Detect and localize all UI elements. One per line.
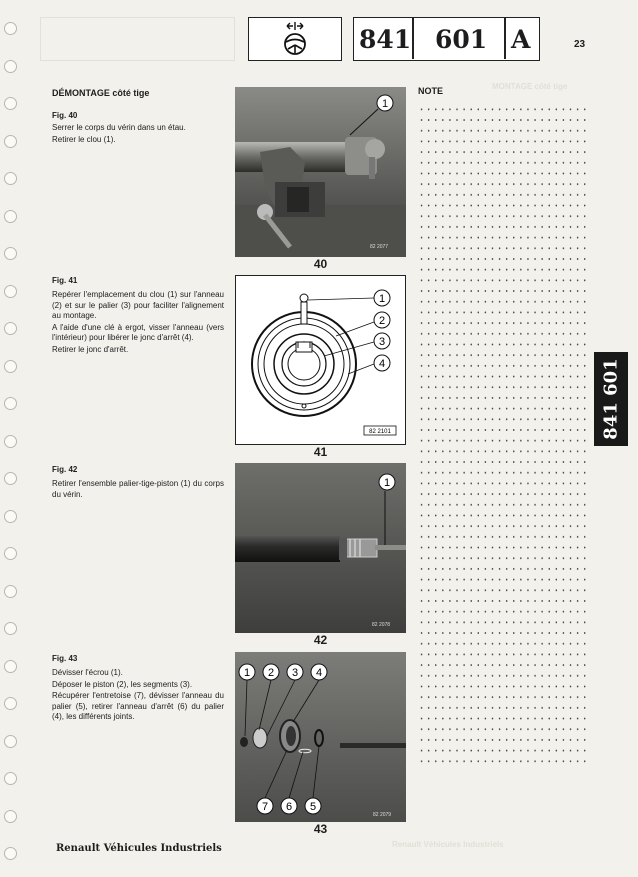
binder-hole [4,622,17,635]
fig-42-text [52,479,224,501]
callout-1: 1 [378,293,386,305]
fig-40-text [52,123,224,146]
fig-42-photo-code: 82 2078 [372,622,391,628]
callout-5: 5 [309,801,317,813]
ref-code-3: A [511,25,531,54]
callout-1: 1 [381,98,389,110]
binder-hole [4,97,17,110]
fig-43-paragraph: Récupérer l'entretoise (7), dévisser l'anneau du palier (5), retirer l'anneau d'arrêt (6) du palier (4), les différents joints. [52,691,224,722]
reference-box [353,17,540,61]
show-through-text: MONTAGE côté tige [492,82,568,91]
fig-40-number: 40 [313,257,328,271]
binder-hole [4,772,17,785]
binder-hole [4,697,17,710]
binder-hole [4,247,17,260]
fig-42-number: 42 [313,633,328,647]
ref-code-1: 841 [359,25,412,54]
binder-hole [4,510,17,523]
fig-43-paragraph: Dévisser l'écrou (1). [52,668,123,677]
binder-hole [4,135,17,148]
fig-41-number: 41 [313,445,328,459]
binder-hole [4,210,17,223]
footer-publisher: Renault Véhicules Industriels [56,843,222,854]
side-tab [594,352,628,446]
binder-hole [4,322,17,335]
fig-42-photo [235,463,406,633]
show-through-footer: Renault Véhicules Industriels [392,840,504,849]
fig-41-paragraph: Repérer l'emplacement du clou (1) sur l'anneau (2) et sur le palier (3) pour faciliter l'alignement au montage. [52,290,224,321]
fig-42-label: Fig. 42 [52,465,78,474]
binder-hole [4,472,17,485]
binder-hole [4,847,17,860]
binder-holes [0,0,20,877]
fig-41-drawing [235,275,406,445]
binder-hole [4,60,17,73]
fig-43-photo-code: 82 2079 [373,812,392,818]
fig-43-label: Fig. 43 [52,654,78,663]
binder-hole [4,547,17,560]
binder-hole [4,435,17,448]
callout-4: 4 [378,358,386,370]
fig-40-paragraph: Retirer le clou (1). [52,134,116,144]
callout-4: 4 [315,667,323,679]
fig-43-photo [235,652,406,822]
page-number: 23 [574,39,586,50]
binder-hole [4,172,17,185]
callout-3: 3 [378,336,386,348]
callout-2: 2 [267,667,275,679]
fig-41-text [52,290,224,357]
binder-hole [4,397,17,410]
callout-6: 6 [285,801,293,813]
fig-41-paragraph: Retirer le jonc d'arrêt. [52,344,129,354]
binder-hole [4,660,17,673]
fig-40-photo-code: 82 2077 [370,244,389,250]
fig-43-text [52,668,224,724]
note-label: NOTE [418,86,444,96]
callout-3: 3 [291,667,299,679]
fig-41-photo-code: 82 2101 [369,429,391,435]
callout-1: 1 [243,667,251,679]
fig-43-number: 43 [313,822,328,836]
steering-symbol-box [248,17,342,61]
binder-hole [4,585,17,598]
fig-41-paragraph: A l'aide d'une clé à ergot, visser l'anneau (vers l'intérieur) pour libérer le jonc d'arrêt (4). [52,322,224,343]
side-tab-text: 841 601 [600,358,622,440]
note-dot-grid [418,104,586,764]
fig-40-label: Fig. 40 [52,111,78,120]
binder-hole [4,285,17,298]
section-title: DÉMONTAGE côté tige [52,88,150,98]
fig-41-label: Fig. 41 [52,276,78,285]
callout-2: 2 [378,315,386,327]
binder-hole [4,735,17,748]
fig-43-paragraph: Déposer le piston (2), les segments (3). [52,679,193,689]
fig-40-photo [235,87,406,257]
ref-code-2: 601 [435,25,488,54]
callout-7: 7 [261,801,269,813]
binder-hole [4,22,17,35]
binder-hole [4,360,17,373]
fig-42-paragraph: Retirer l'ensemble palier-tige-piston (1) du corps du vérin. [52,479,224,499]
steering-wheel-icon [249,18,341,60]
fig-40-paragraph: Serrer le corps du vérin dans un étau. [52,123,186,132]
callout-1: 1 [383,477,391,489]
show-through-header [40,17,235,61]
binder-hole [4,810,17,823]
